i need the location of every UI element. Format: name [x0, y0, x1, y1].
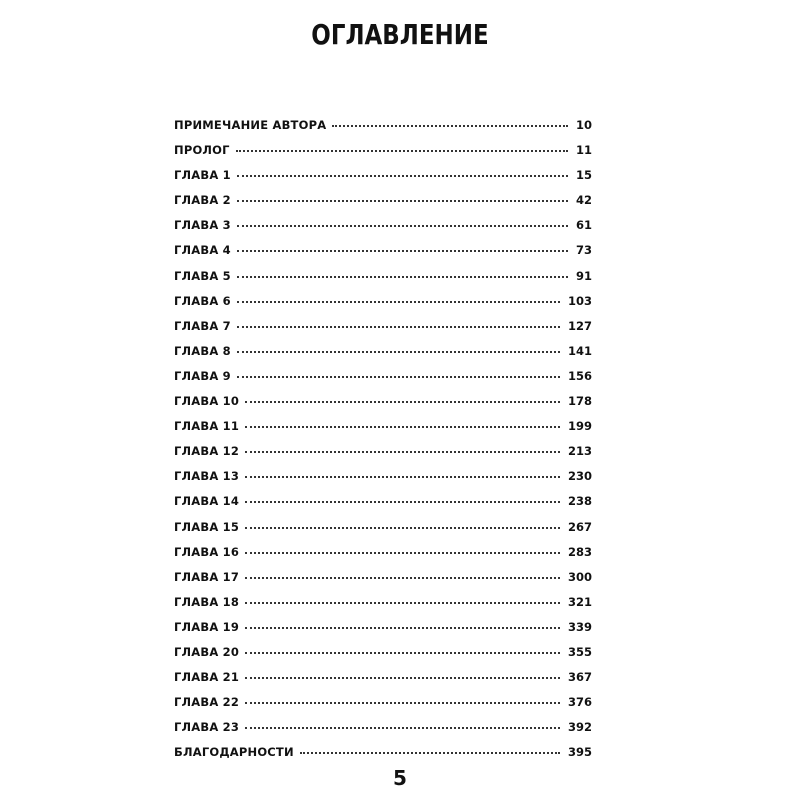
toc-entry	[174, 339, 592, 364]
toc-entry	[174, 238, 592, 263]
toc-entry	[174, 515, 592, 540]
dot-leader	[237, 300, 560, 303]
toc-entry-label: ГЛАВА 4	[174, 243, 231, 258]
page-number: 5	[393, 766, 407, 790]
toc-entry	[174, 740, 592, 765]
dot-leader	[237, 199, 568, 202]
dot-leader	[245, 500, 560, 503]
toc-entry	[174, 439, 592, 464]
toc-entry-page: 178	[567, 394, 592, 409]
toc-entry-label: ГЛАВА 1	[174, 168, 231, 183]
dot-leader	[300, 751, 560, 754]
toc-entry-label: ГЛАВА 17	[174, 569, 240, 584]
toc-entry	[174, 213, 592, 238]
toc-entry-page: 267	[567, 519, 592, 534]
toc-entry-page: 230	[567, 469, 592, 484]
toc-entry-page: 156	[567, 368, 592, 383]
toc-entry-label: БЛАГОДАРНОСТИ	[174, 745, 294, 760]
toc-entry-page: 213	[567, 444, 592, 459]
dot-leader	[237, 174, 568, 177]
toc-entry	[174, 113, 592, 138]
toc-entry	[174, 540, 592, 565]
dot-leader	[245, 651, 560, 654]
toc-entry	[174, 314, 592, 339]
dot-leader	[245, 526, 560, 529]
toc-entry-label: ГЛАВА 20	[174, 644, 240, 659]
dot-leader	[245, 400, 560, 403]
toc-entry	[174, 163, 592, 188]
toc-entry-label: ПРИМЕЧАНИЕ АВТОРА	[174, 118, 327, 132]
toc-entry	[174, 289, 592, 314]
toc-entry-page: 238	[567, 494, 592, 509]
dot-leader	[245, 601, 560, 604]
toc-entry-page: 283	[567, 544, 592, 559]
toc-entry	[174, 590, 592, 615]
dot-leader	[245, 626, 560, 629]
toc-entry-page: 91	[575, 268, 592, 283]
toc-entry	[174, 414, 592, 439]
toc-entry	[174, 690, 592, 715]
toc-entry-label: ГЛАВА 9	[174, 368, 231, 383]
dot-leader	[245, 701, 560, 704]
dot-leader	[245, 551, 560, 554]
dot-leader	[237, 249, 568, 252]
toc-entry	[174, 665, 592, 690]
toc-entry-label: ГЛАВА 7	[174, 318, 231, 333]
toc-entry-label: ГЛАВА 3	[174, 218, 231, 233]
toc-entry-page: 392	[567, 720, 592, 735]
toc-entry-label: ГЛАВА 16	[174, 544, 240, 559]
dot-leader	[236, 149, 568, 152]
toc-entry-label: ГЛАВА 14	[174, 494, 240, 509]
toc-entry	[174, 389, 592, 414]
dot-leader	[245, 726, 560, 729]
toc-entry-page: 395	[567, 745, 592, 760]
dot-leader	[245, 676, 560, 679]
dot-leader	[237, 275, 568, 278]
toc-entry-page: 42	[575, 193, 592, 208]
toc-entry-label: ГЛАВА 15	[174, 519, 240, 534]
page-title: ОГЛАВЛЕНИЕ	[311, 18, 489, 51]
dot-leader	[245, 576, 560, 579]
toc-entry	[174, 264, 592, 289]
toc-entry	[174, 640, 592, 665]
dot-leader	[245, 450, 560, 453]
toc-entry	[174, 615, 592, 640]
toc-entry	[174, 565, 592, 590]
toc-entry-page: 339	[567, 619, 592, 634]
toc-entry-label: ГЛАВА 12	[174, 444, 240, 459]
toc-entry-label: ГЛАВА 18	[174, 594, 240, 609]
dot-leader	[237, 325, 560, 328]
toc-entry-label: ГЛАВА 13	[174, 469, 240, 484]
toc-entry	[174, 188, 592, 213]
toc-entry-page: 15	[575, 168, 592, 183]
toc-entry-label: ГЛАВА 8	[174, 343, 231, 358]
toc-entry-label: ГЛАВА 10	[174, 394, 240, 409]
toc-entry-label: ГЛАВА 21	[174, 670, 240, 685]
dot-leader	[237, 375, 560, 378]
toc-entry-label: ГЛАВА 6	[174, 293, 231, 308]
toc-entry	[174, 464, 592, 489]
dot-leader	[245, 475, 560, 478]
toc-entry-label: ГЛАВА 2	[174, 193, 231, 208]
toc-entry-page: 10	[575, 118, 592, 132]
dot-leader	[237, 224, 568, 227]
toc-entry-page: 141	[567, 343, 592, 358]
toc-entry-page: 355	[567, 644, 592, 659]
table-of-contents	[174, 113, 592, 765]
toc-entry-page: 376	[567, 695, 592, 710]
toc-entry	[174, 489, 592, 514]
toc-entry-label: ГЛАВА 19	[174, 619, 240, 634]
toc-entry	[174, 138, 592, 163]
dot-leader	[332, 124, 568, 127]
toc-entry-page: 11	[575, 143, 592, 158]
toc-entry-label: ГЛАВА 5	[174, 268, 231, 283]
toc-entry-label: ГЛАВА 23	[174, 720, 240, 735]
toc-entry-label: ГЛАВА 22	[174, 695, 240, 710]
toc-entry-page: 367	[567, 670, 592, 685]
toc-entry	[174, 715, 592, 740]
toc-entry-page: 127	[567, 318, 592, 333]
toc-entry-page: 199	[567, 419, 592, 434]
toc-entry-page: 103	[567, 293, 592, 308]
toc-entry-label: ПРОЛОГ	[174, 143, 230, 158]
toc-entry-page: 300	[567, 569, 592, 584]
dot-leader	[237, 350, 560, 353]
toc-entry-page: 61	[575, 218, 592, 233]
toc-entry-label: ГЛАВА 11	[174, 419, 240, 434]
toc-entry-page: 321	[567, 594, 592, 609]
toc-entry	[174, 364, 592, 389]
dot-leader	[245, 425, 560, 428]
toc-entry-page: 73	[575, 243, 592, 258]
